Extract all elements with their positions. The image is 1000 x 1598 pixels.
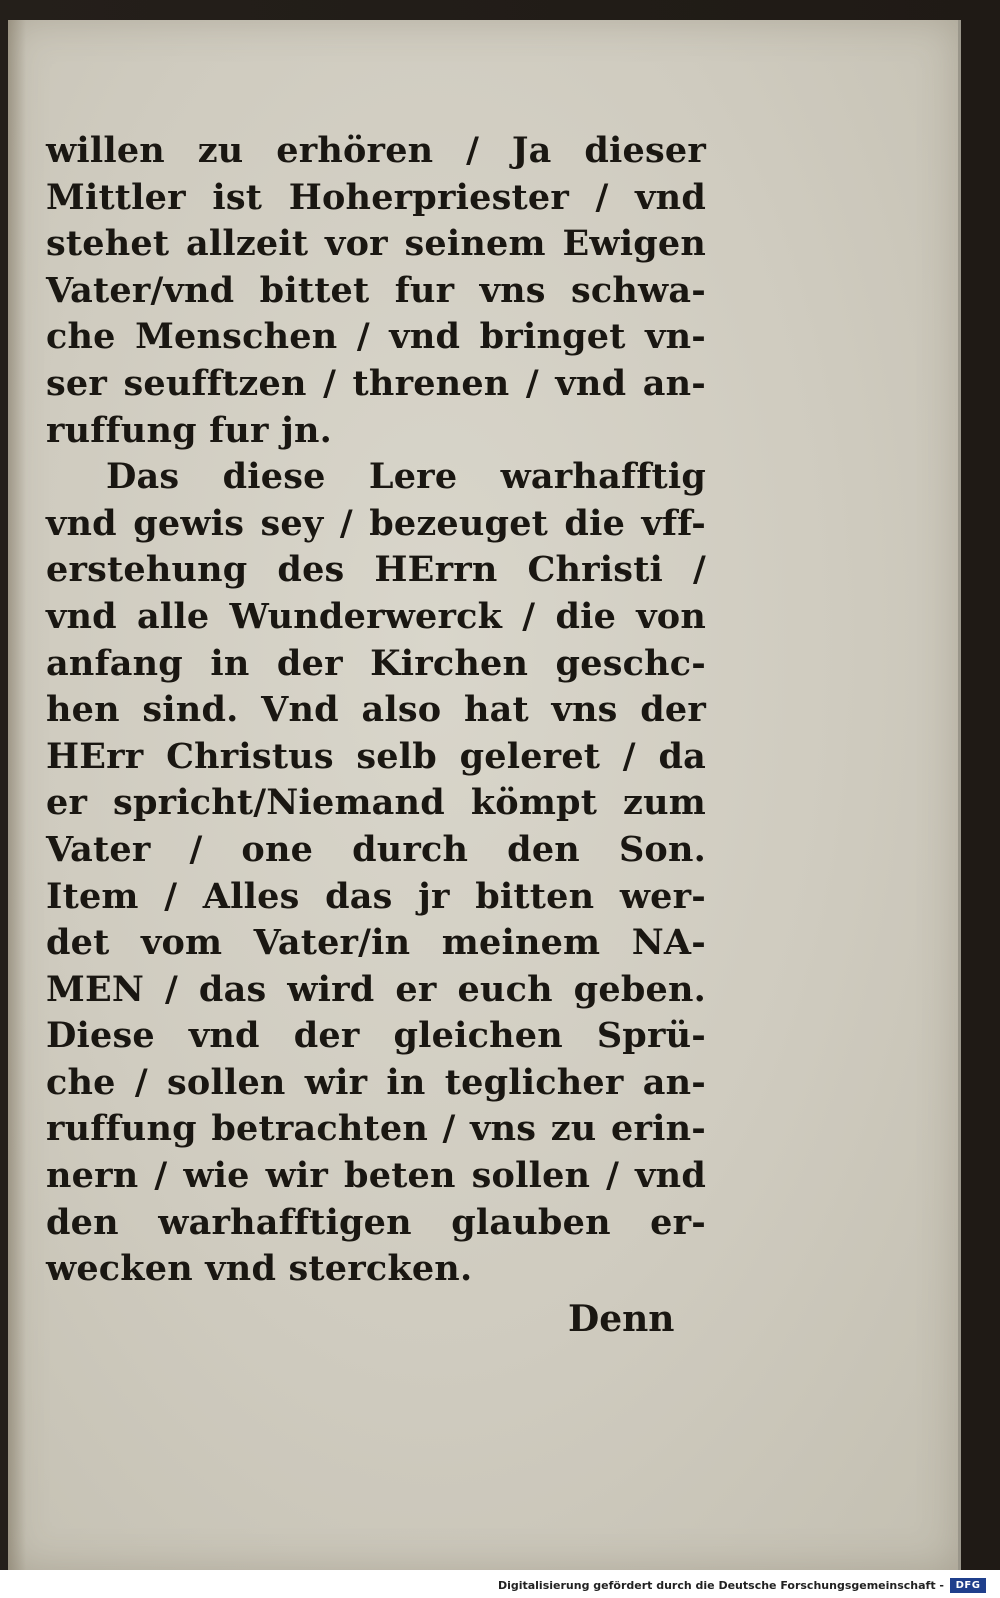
catchword: Denn: [568, 1298, 675, 1340]
text-line: anfang in der Kirchen geschc-: [46, 642, 706, 684]
text-line: che / sollen wir in teglicher an-: [46, 1061, 706, 1103]
text-line: MEN / das wird er euch geben.: [46, 968, 706, 1010]
funding-credit: Digitalisierung gefördert durch die Deutsche Forschungsgemeinschaft -: [497, 1579, 944, 1592]
text-line: Mittler ist Hoherpriester / vnd: [46, 176, 706, 218]
text-line: Vater / one durch den Son.: [46, 828, 706, 870]
dfg-logo-icon: DFG: [950, 1578, 986, 1593]
text-line: vnd alle Wunderwerck / die von: [46, 595, 706, 637]
text-line: ruffung fur jn.: [46, 409, 332, 451]
text-line: ser seufftzen / threnen / vnd an-: [46, 362, 706, 404]
text-line: erstehung des HErrn Christi /: [46, 549, 706, 591]
text-line: det vom Vater/in meinem NA-: [46, 922, 706, 964]
text-line: hen sind. Vnd also hat vns der: [46, 689, 706, 731]
text-line: che Menschen / vnd bringet vn-: [46, 316, 706, 358]
text-line: Vater/vnd bittet fur vns schwa-: [46, 269, 706, 311]
text-line: nern / wie wir beten sollen / vnd: [46, 1155, 706, 1197]
text-line: Diese vnd der gleichen Sprü-: [46, 1015, 706, 1057]
text-line: vnd gewis sey / bezeuget die vff-: [46, 502, 706, 544]
text-line: Item / Alles das jr bitten wer-: [46, 875, 706, 917]
text-line: ruffung betrachten / vns zu erin-: [46, 1108, 706, 1150]
text-line: HErr Christus selb geleret / da: [46, 735, 706, 777]
text-line: Das diese Lere warhafftig: [106, 456, 706, 498]
footer-bar: [0, 1570, 1000, 1598]
text-line: er spricht/Niemand kömpt zum: [46, 782, 706, 824]
text-line: wecken vnd stercken.: [46, 1248, 473, 1290]
text-line: willen zu erhören / Ja dieser: [46, 130, 706, 171]
page-text-block: [46, 128, 706, 1293]
text-line: den warhafftigen glauben er-: [46, 1201, 706, 1243]
book-page: [8, 20, 961, 1570]
text-line: stehet allzeit vor seinem Ewigen: [46, 223, 706, 265]
